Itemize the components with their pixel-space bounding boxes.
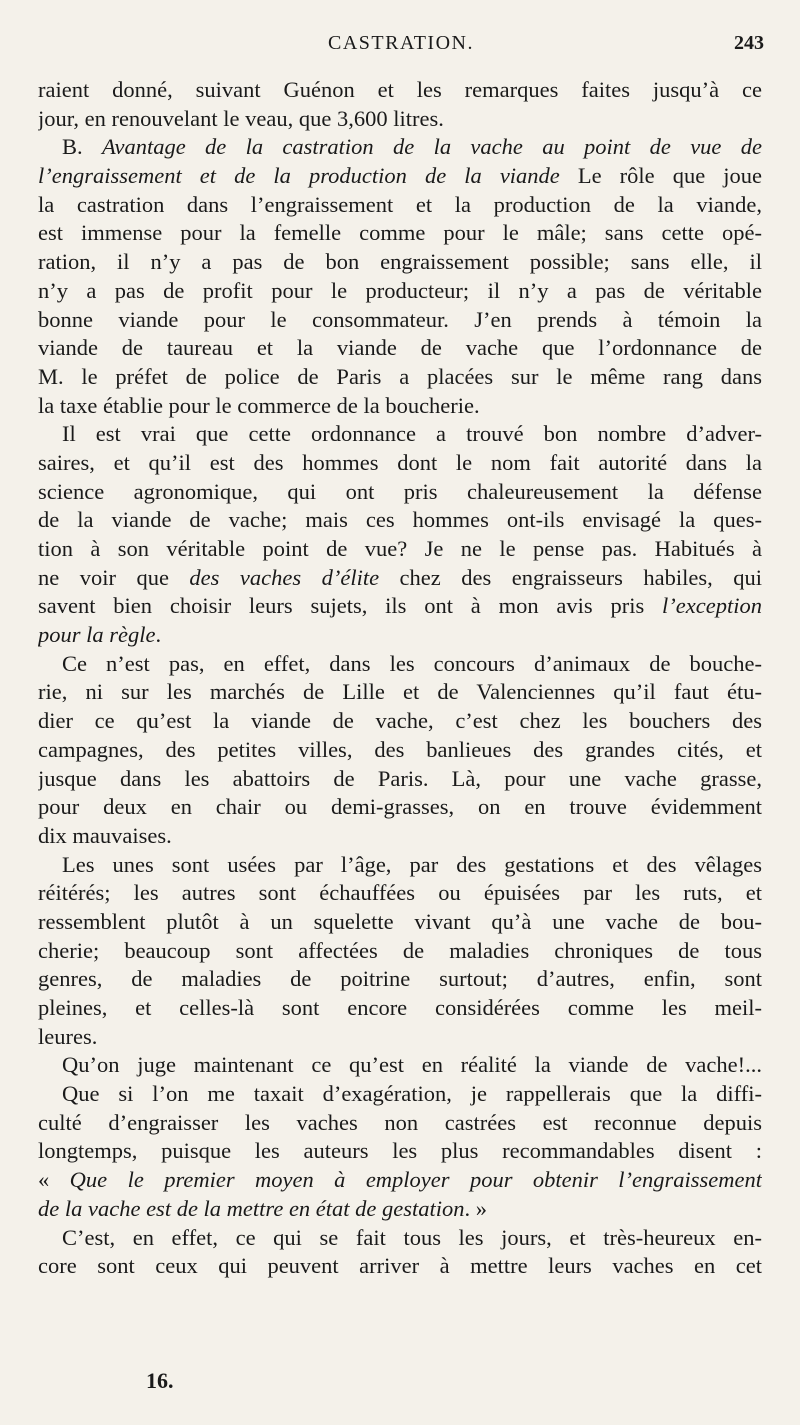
text-line: campagnes, des petites villes, des banlieues des grandes cités, et [38, 736, 762, 762]
text-run: chez des engraisseurs habiles, qui [379, 564, 762, 590]
text-line: jour, en renouvelant le veau, que 3,600 litres. [38, 105, 444, 131]
running-title: CASTRATION. [328, 32, 474, 54]
text-line: dier ce qu’est la viande de vache, c’est chez les bouchers des [38, 708, 762, 734]
text-line: dix mauvaises. [38, 822, 172, 848]
text-run: B. [62, 134, 102, 160]
text-line: viande de taureau et la viande de vache que l’ordonnance de [38, 335, 762, 361]
text-run: . [155, 622, 162, 648]
text-line: raient donné, suivant Guénon et les remarques faites jusqu’à ce [38, 77, 762, 102]
italic-run: l’engraissement et de la production de la viande [38, 163, 560, 189]
text-line [38, 564, 762, 593]
running-head [38, 32, 764, 62]
italic-run: l’exception [662, 593, 762, 619]
text-line: C’est, en effet, ce qui se fait tous les jours, et très-heureux en- [62, 1224, 762, 1250]
text-line [38, 1195, 762, 1224]
text-line [38, 162, 762, 191]
text-line [38, 621, 762, 650]
signature-mark: 16. [146, 1368, 174, 1393]
text-line: pour deux en chair ou demi-grasses, on en trouve évidemment [38, 794, 762, 820]
text-line: cherie; beaucoup sont affectées de maladies chroniques de tous [38, 937, 762, 963]
text-run: . » [464, 1195, 488, 1221]
text-line: Que si l’on me taxait d’exagération, je rappellerais que la diffi- [62, 1081, 762, 1107]
text-run: Le rôle que joue [559, 163, 762, 189]
text-line: Ce n’est pas, en effet, dans les concours d’animaux de bouche- [62, 650, 762, 676]
text-line: rie, ni sur les marchés de Lille et de Valenciennes qu’il faut étu- [38, 679, 762, 705]
text-run: savent bien choisir leurs sujets, ils ont à mon avis pris [38, 593, 663, 619]
text-line: saires, et qu’il est des hommes dont le nom fait autorité dans la [38, 449, 762, 475]
text-line: longtemps, puisque les auteurs les plus recommandables disent : [38, 1138, 762, 1164]
text-line: de la viande de vache; mais ces hommes ont-ils envisagé la ques- [38, 507, 762, 533]
italic-run: Que le premier moyen à employer pour obtenir l’engraissement [69, 1167, 762, 1193]
italic-run: de la vache est de la mettre en état de gestation [38, 1195, 465, 1221]
italic-run: Avantage de la castration de la vache au point de vue de [101, 134, 762, 160]
text-line: tion à son véritable point de vue? Je ne le pense pas. Habitués à [38, 536, 762, 561]
text-line [38, 133, 762, 162]
text-line: ressemblent plutôt à un squelette vivant qu’à une vache de bou- [38, 908, 762, 934]
text-line: est immense pour la femelle comme pour le mâle; sans cette opé- [38, 220, 762, 246]
text-line: Il est vrai que cette ordonnance a trouvé bon nombre d’adver- [62, 421, 762, 447]
text-line: Qu’on juge maintenant ce qu’est en réalité la viande de vache!... [62, 1052, 762, 1078]
page-number: 243 [734, 32, 764, 54]
text-line: la castration dans l’engraissement et la production de la viande, [38, 191, 762, 217]
text-line: réitérés; les autres sont échauffées ou épuisées par les ruts, et [38, 880, 762, 906]
text-run: ne voir que [38, 564, 190, 590]
text-line: ration, il n’y a pas de bon engraissement possible; sans elle, il [38, 249, 762, 275]
body-text [38, 76, 762, 1281]
text-line: M. le préfet de police de Paris a placées sur le même rang dans [38, 363, 762, 389]
text-run: « [38, 1167, 70, 1193]
text-line [38, 592, 762, 621]
text-line: science agronomique, qui ont pris chaleureusement la défense [38, 478, 762, 504]
text-line: core sont ceux qui peuvent arriver à mettre leurs vaches en cet [38, 1253, 762, 1279]
text-line: genres, de maladies de poitrine surtout; d’autres, enfin, sont [38, 966, 762, 992]
text-line: la taxe établie pour le commerce de la boucherie. [38, 392, 480, 418]
text-line: bonne viande pour le consommateur. J’en prends à témoin la [38, 306, 762, 332]
text-line [38, 1166, 762, 1195]
text-line: Les unes sont usées par l’âge, par des gestations et des vêlages [62, 851, 762, 877]
text-line: n’y a pas de profit pour le producteur; il n’y a pas de véritable [38, 277, 762, 303]
text-line: culté d’engraisser les vaches non castrées est reconnue depuis [38, 1109, 762, 1135]
text-line: pleines, et celles-là sont encore considérées comme les meil- [38, 995, 762, 1020]
italic-run: pour la règle [38, 622, 156, 648]
italic-run: des vaches d’élite [189, 564, 380, 590]
text-line: leures. [38, 1023, 98, 1049]
text-line: jusque dans les abattoirs de Paris. Là, pour une vache grasse, [38, 765, 762, 791]
